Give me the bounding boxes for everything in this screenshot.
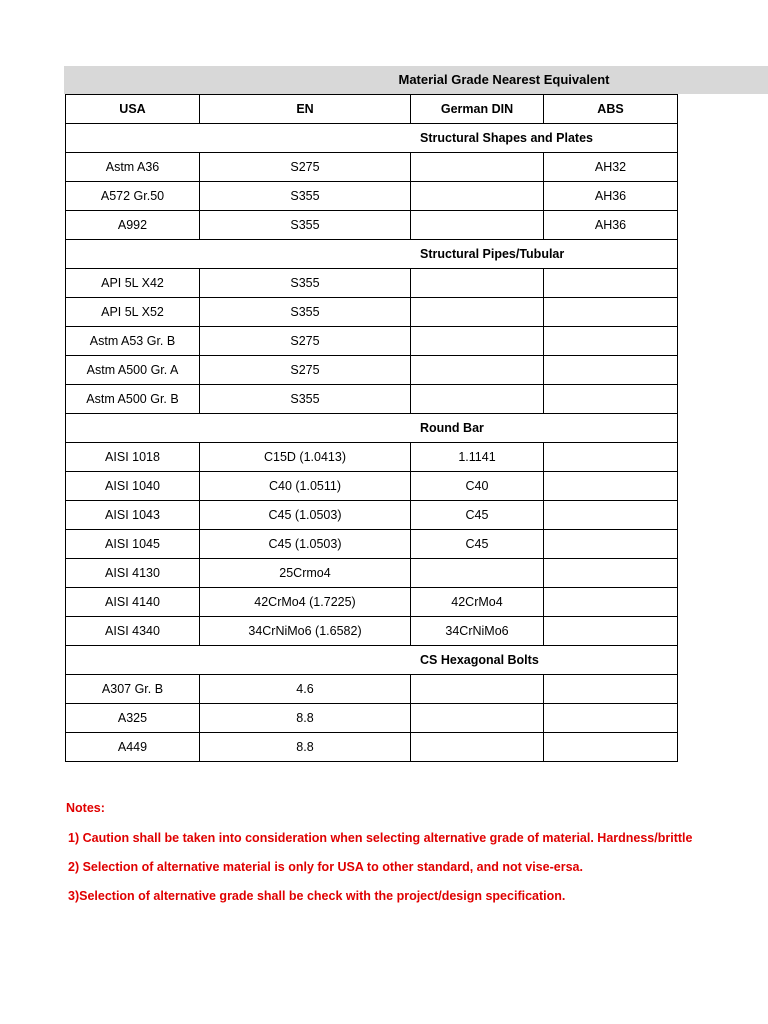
cell-abs [544, 443, 678, 472]
cell-german-din: C45 [411, 530, 544, 559]
cell-abs: AH32 [544, 153, 678, 182]
section-row [66, 414, 678, 443]
column-header-german-din: German DIN [411, 95, 544, 124]
cell-en: S275 [200, 153, 411, 182]
note-item-2: 2) Selection of alternative material is only for USA to other standard, and not vise-ersa. [68, 860, 583, 874]
cell-german-din [411, 675, 544, 704]
table-header-row [66, 95, 678, 124]
table-row [66, 530, 678, 559]
table-row [66, 153, 678, 182]
cell-german-din: 1.1141 [411, 443, 544, 472]
table-row [66, 588, 678, 617]
cell-en: S275 [200, 327, 411, 356]
section-row [66, 646, 678, 675]
cell-abs [544, 617, 678, 646]
table-row [66, 733, 678, 762]
table-row [66, 269, 678, 298]
cell-en: 34CrNiMo6 (1.6582) [200, 617, 411, 646]
cell-german-din [411, 733, 544, 762]
table-row [66, 675, 678, 704]
page-title: Material Grade Nearest Equivalent [398, 72, 610, 87]
section-heading: Structural Shapes and Plates [66, 124, 678, 153]
cell-german-din [411, 704, 544, 733]
cell-en: 42CrMo4 (1.7225) [200, 588, 411, 617]
cell-german-din [411, 153, 544, 182]
cell-abs [544, 501, 678, 530]
cell-en: S275 [200, 356, 411, 385]
cell-german-din [411, 385, 544, 414]
cell-abs [544, 704, 678, 733]
section-row [66, 124, 678, 153]
table-row [66, 443, 678, 472]
cell-usa: AISI 1045 [66, 530, 200, 559]
cell-german-din [411, 327, 544, 356]
cell-en: S355 [200, 182, 411, 211]
cell-abs: AH36 [544, 211, 678, 240]
cell-usa: Astm A53 Gr. B [66, 327, 200, 356]
notes-block [66, 796, 766, 913]
section-row [66, 240, 678, 269]
cell-en: 8.8 [200, 733, 411, 762]
cell-abs: AH36 [544, 182, 678, 211]
table-row [66, 559, 678, 588]
cell-abs [544, 733, 678, 762]
cell-en: C15D (1.0413) [200, 443, 411, 472]
equivalence-table [65, 94, 678, 762]
column-header-usa: USA [66, 95, 200, 124]
cell-german-din: C45 [411, 501, 544, 530]
cell-en: 8.8 [200, 704, 411, 733]
cell-abs [544, 298, 678, 327]
cell-abs [544, 269, 678, 298]
cell-en: C45 (1.0503) [200, 530, 411, 559]
cell-usa: Astm A500 Gr. B [66, 385, 200, 414]
cell-usa: A307 Gr. B [66, 675, 200, 704]
cell-german-din [411, 182, 544, 211]
cell-german-din [411, 559, 544, 588]
cell-usa: A992 [66, 211, 200, 240]
cell-abs [544, 356, 678, 385]
table-row [66, 327, 678, 356]
column-header-abs: ABS [544, 95, 678, 124]
table-row [66, 182, 678, 211]
cell-usa: A449 [66, 733, 200, 762]
cell-usa: AISI 1043 [66, 501, 200, 530]
note-item-1: 1) Caution shall be taken into consideration when selecting alternative grade of material. Hardness/brittle [68, 831, 693, 845]
cell-abs [544, 530, 678, 559]
cell-abs [544, 327, 678, 356]
table-row [66, 211, 678, 240]
cell-german-din [411, 269, 544, 298]
cell-en: 25Crmo4 [200, 559, 411, 588]
cell-en: 4.6 [200, 675, 411, 704]
cell-abs [544, 385, 678, 414]
cell-en: C45 (1.0503) [200, 501, 411, 530]
cell-en: S355 [200, 269, 411, 298]
notes-title: Notes: [66, 801, 105, 815]
table-body [66, 95, 678, 762]
table-row [66, 501, 678, 530]
cell-usa: AISI 4340 [66, 617, 200, 646]
cell-abs [544, 472, 678, 501]
table-row [66, 472, 678, 501]
cell-usa: AISI 1018 [66, 443, 200, 472]
cell-usa: AISI 4140 [66, 588, 200, 617]
cell-en: S355 [200, 211, 411, 240]
cell-german-din: 34CrNiMo6 [411, 617, 544, 646]
table-row [66, 298, 678, 327]
section-heading: Structural Pipes/Tubular [66, 240, 678, 269]
cell-abs [544, 559, 678, 588]
cell-german-din [411, 356, 544, 385]
cell-usa: Astm A500 Gr. A [66, 356, 200, 385]
cell-usa: AISI 4130 [66, 559, 200, 588]
table-row [66, 385, 678, 414]
cell-en: C40 (1.0511) [200, 472, 411, 501]
cell-usa: Astm A36 [66, 153, 200, 182]
section-heading: CS Hexagonal Bolts [66, 646, 678, 675]
table-row [66, 356, 678, 385]
cell-usa: A572 Gr.50 [66, 182, 200, 211]
cell-usa: API 5L X42 [66, 269, 200, 298]
note-item-3: 3)Selection of alternative grade shall be check with the project/design specification. [68, 889, 566, 903]
cell-abs [544, 675, 678, 704]
table-row [66, 617, 678, 646]
cell-usa: AISI 1040 [66, 472, 200, 501]
section-heading: Round Bar [66, 414, 678, 443]
cell-usa: A325 [66, 704, 200, 733]
cell-german-din: 42CrMo4 [411, 588, 544, 617]
cell-german-din [411, 211, 544, 240]
cell-usa: API 5L X52 [66, 298, 200, 327]
cell-german-din [411, 298, 544, 327]
cell-en: S355 [200, 298, 411, 327]
cell-abs [544, 588, 678, 617]
column-header-en: EN [200, 95, 411, 124]
cell-german-din: C40 [411, 472, 544, 501]
cell-en: S355 [200, 385, 411, 414]
table-row [66, 704, 678, 733]
